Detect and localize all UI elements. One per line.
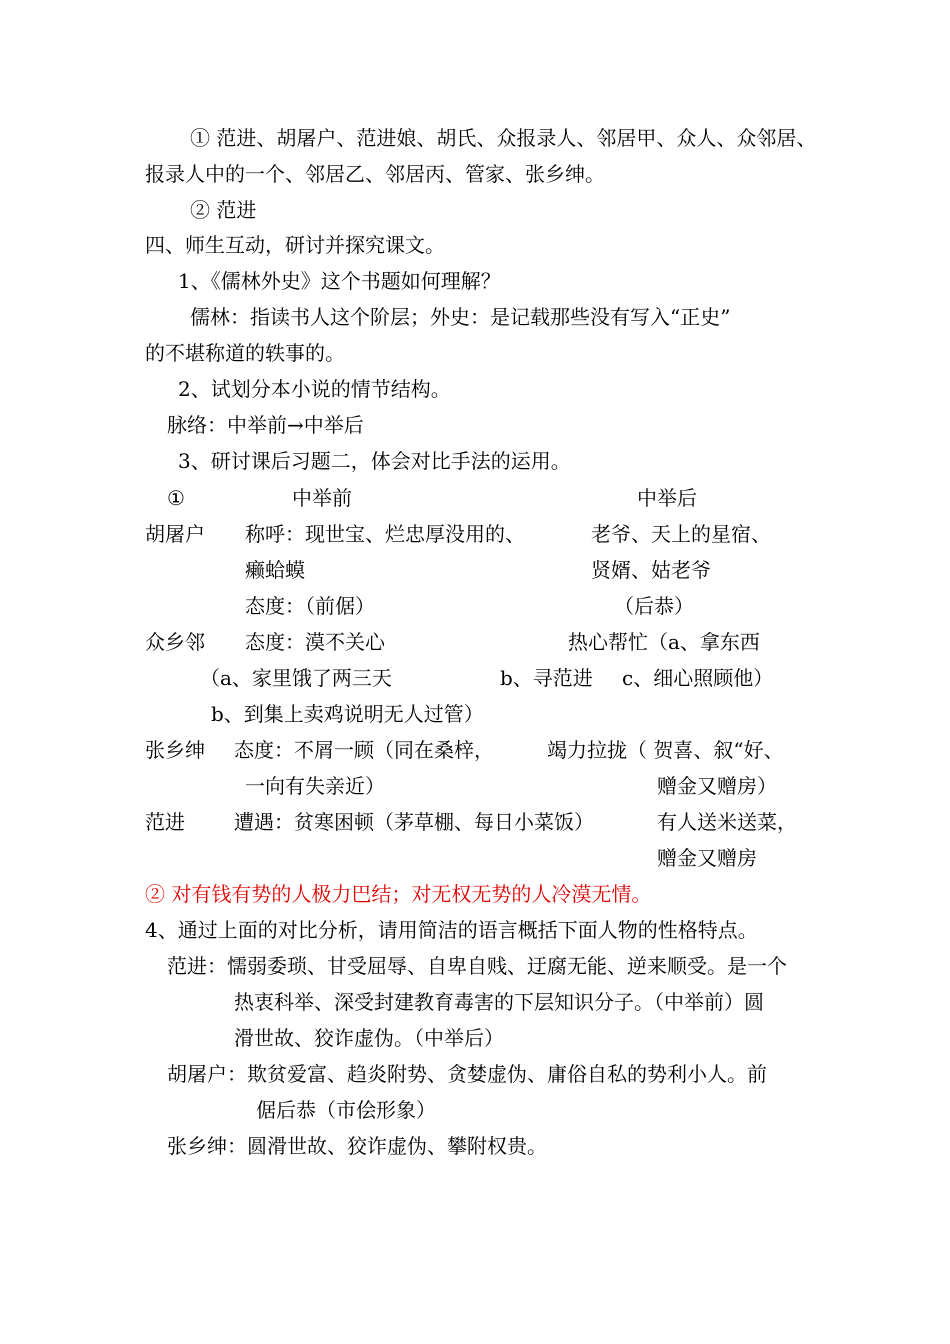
comparison-conclusion: ② 对有钱有势的人极力巴结；对无权无势的人冷漠无情。 [145, 882, 652, 906]
characters-line-2: 报录人中的一个、邻居乙、邻居丙、管家、张乡绅。 [145, 162, 605, 186]
hu-before-line-2: 癞蛤蟆 [245, 558, 305, 582]
zhang-traits: 张乡绅：圆滑世故、狡诈虚伪、攀附权贵。 [167, 1134, 547, 1158]
header-before: 中举前 [292, 486, 352, 510]
neighbors-after: 热心帮忙（a、拿东西 [568, 630, 760, 654]
hu-attitude-before: 态度：（前倨） [245, 594, 375, 618]
neighbors-name: 众乡邻 [145, 630, 205, 654]
zhang-after-line-2: 赠金又赠房） [657, 774, 777, 798]
question-2: 2、试划分本小说的情节结构。 [178, 377, 451, 401]
question-1: 1、《儒林外史》这个书题如何理解？ [178, 269, 501, 293]
fan-traits-line-3: 滑世故、狡诈虚伪。（中举后） [234, 1026, 504, 1050]
hu-traits-line-2: 倨后恭（市侩形象） [256, 1098, 436, 1122]
characters-line-1: ① 范进、胡屠户、范进娘、胡氏、众报录人、邻居甲、众人、众邻居、 [190, 126, 817, 150]
hu-traits-line-1: 胡屠户：欺贫爱富、趋炎附势、贪婪虚伪、庸俗自私的势利小人。前 [167, 1062, 767, 1086]
answer-1-line-1: 儒林：指读书人这个阶层；外史：是记载那些没有写入“正史” [190, 305, 731, 329]
question-4: 4、通过上面的对比分析，请用简洁的语言概括下面人物的性格特点。 [145, 918, 758, 942]
fan-after-line-1: 有人送米送菜， [657, 810, 797, 834]
question-3: 3、研讨课后习题二，体会对比手法的运用。 [178, 449, 571, 473]
zhang-after-line-1: 竭力拉拢（ 贺喜、叙“好、 [547, 738, 784, 762]
answer-1-line-2: 的不堪称道的轶事的。 [145, 341, 345, 365]
section-heading: 四、师生互动，研讨并探究课文。 [145, 233, 445, 257]
fan-before: 遭遇：贫寒困顿（茅草棚、每日小菜饭） [234, 810, 594, 834]
fan-after-line-2: 赠金又赠房 [657, 846, 757, 870]
answer-2: 脉络：中举前→中举后 [167, 413, 364, 437]
neighbors-detail-line-3: b、到集上卖鸡说明无人过管） [211, 702, 484, 726]
hu-name: 胡屠户 [145, 522, 205, 546]
hu-before-line-1: 称呼：现世宝、烂忠厚没用的、 [245, 522, 525, 546]
fan-name: 范进 [145, 810, 185, 834]
zhang-before-line-1: 态度：不屑一顾（同在桑梓， [234, 738, 494, 762]
neighbors-detail-a: （a、家里饿了两三天 [200, 666, 392, 690]
fan-traits-line-2: 热衷科举、深受封建教育毒害的下层知识分子。（中举前）圆 [234, 990, 764, 1014]
fan-traits-line-1: 范进：懦弱委琐、甘受屈辱、自卑自贱、迂腐无能、逆来顺受。是一个 [167, 954, 787, 978]
neighbors-detail-c: c、细心照顾他） [622, 666, 774, 690]
zhang-before-line-2: 一向有失亲近） [245, 774, 385, 798]
hu-attitude-after: （后恭） [614, 594, 694, 618]
main-character-answer: ② 范进 [190, 198, 257, 222]
neighbors-detail-b: b、寻范进 [500, 666, 593, 690]
comparison-marker: ① [167, 486, 185, 510]
neighbors-before: 态度：漠不关心 [245, 630, 385, 654]
hu-after-line-1: 老爷、天上的星宿、 [591, 522, 771, 546]
header-after: 中举后 [637, 486, 697, 510]
zhang-name: 张乡绅 [145, 738, 205, 762]
hu-after-line-2: 贤婿、姑老爷 [591, 558, 711, 582]
